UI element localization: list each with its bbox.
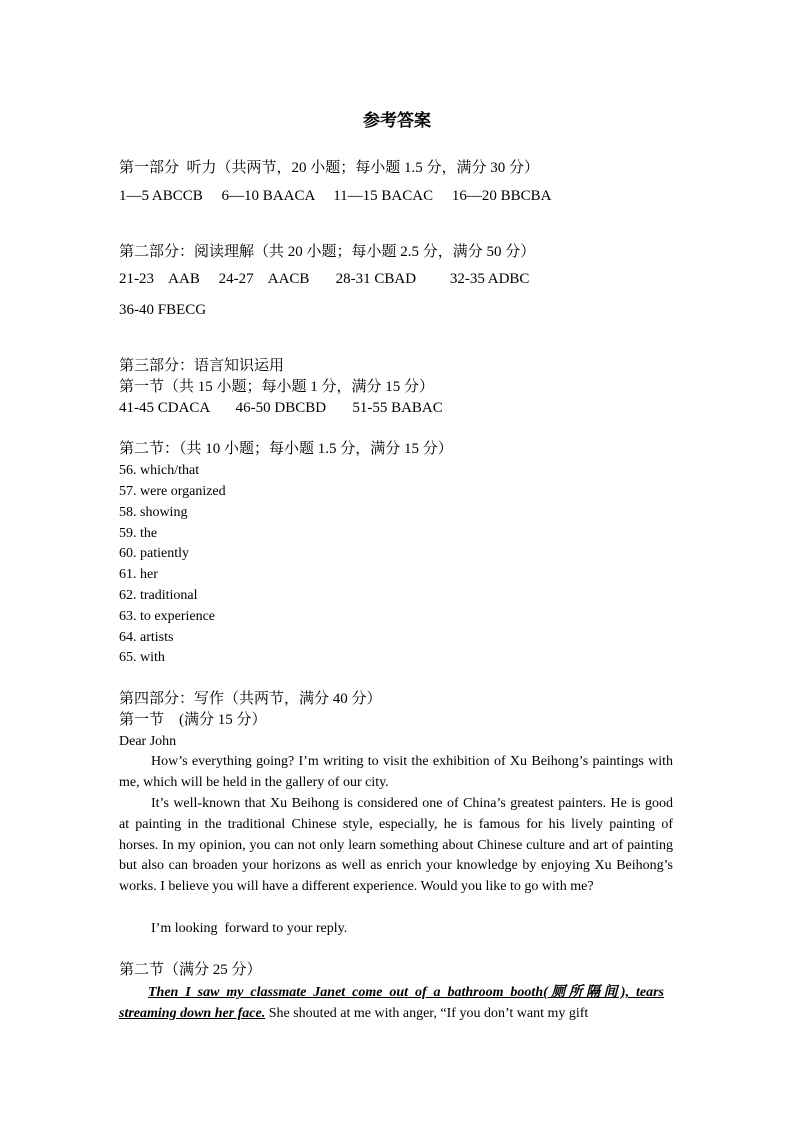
list-item: 56. which/that [119, 463, 200, 478]
list-item: 64. artists [119, 630, 174, 645]
part3-section1-heading: 第一节（共 15 小题；每小题 1 分，满分 15 分） [119, 379, 435, 395]
part2-heading: 第二部分：阅读理解（共 20 小题；每小题 2.5 分，满分 50 分） [119, 244, 536, 260]
letter-greeting: Dear John [119, 734, 177, 749]
part4-section2-heading: 第二节（满分 25 分） [119, 962, 262, 978]
letter-closing: I’m looking forward to your reply. [151, 921, 348, 936]
list-item: 61. her [119, 567, 158, 582]
part2-answers-line1: 21-23 AAB 24-27 AACB 28-31 CBAD 32-35 ADBC [119, 271, 530, 287]
part1-answers: 1—5 ABCCB 6—10 BAACA 11—15 BACAC 16—20 BBCBA [119, 188, 552, 204]
part2-answers-line2: 36-40 FBECG [119, 302, 207, 318]
list-item: 58. showing [119, 505, 188, 520]
page-title: 参考答案 [363, 111, 431, 130]
part4-section1-heading: 第一节 (满分 15 分） [119, 712, 267, 728]
part1-heading: 第一部分 听力（共两节，20 小题；每小题 1.5 分，满分 30 分） [119, 160, 540, 176]
part3-heading: 第三部分：语言知识运用 [119, 358, 285, 374]
letter-paragraph: How’s everything going? I’m writing to visit the exhibition of Xu Beihong’s paintings with me, which will be held in the gallery of our city. [119, 754, 673, 790]
list-item: 65. with [119, 650, 165, 665]
part3-section2-heading: 第二节：（共 10 小题；每小题 1.5 分，满分 15 分） [119, 441, 453, 457]
list-item: 59. the [119, 526, 158, 541]
list-item: 60. patiently [119, 546, 189, 561]
continuation-text: She shouted at me with anger, “If you don’t want my gift [265, 1006, 589, 1021]
list-item: 62. traditional [119, 588, 198, 603]
letter-paragraph: It’s well-known that Xu Beihong is considered one of China’s greatest painters. He is good at painting in the traditional Chinese style, especially, he is famous for his lively painting of horses. In my opinion, you can not only learn something about Chinese culture and art of painting but also can broaden your horizons as well as enrich your knowledge by enjoying Xu Beihong’s works. I believe you will have a different experience. Would you like to go with me? [119, 796, 673, 895]
part3-section1-answers: 41-45 CDACA 46-50 DBCBD 51-55 BABAC [119, 400, 443, 416]
list-item: 63. to experience [119, 609, 216, 624]
part4-heading: 第四部分：写作（共两节，满分 40 分） [119, 691, 382, 707]
underlined-given-sentence: Then I saw my classmate Janet come out of a bathroom booth(厕所隔间), tears streaming down her face. [119, 985, 664, 1021]
continuation-paragraph [119, 982, 664, 1024]
list-item: 57. were organized [119, 484, 226, 499]
